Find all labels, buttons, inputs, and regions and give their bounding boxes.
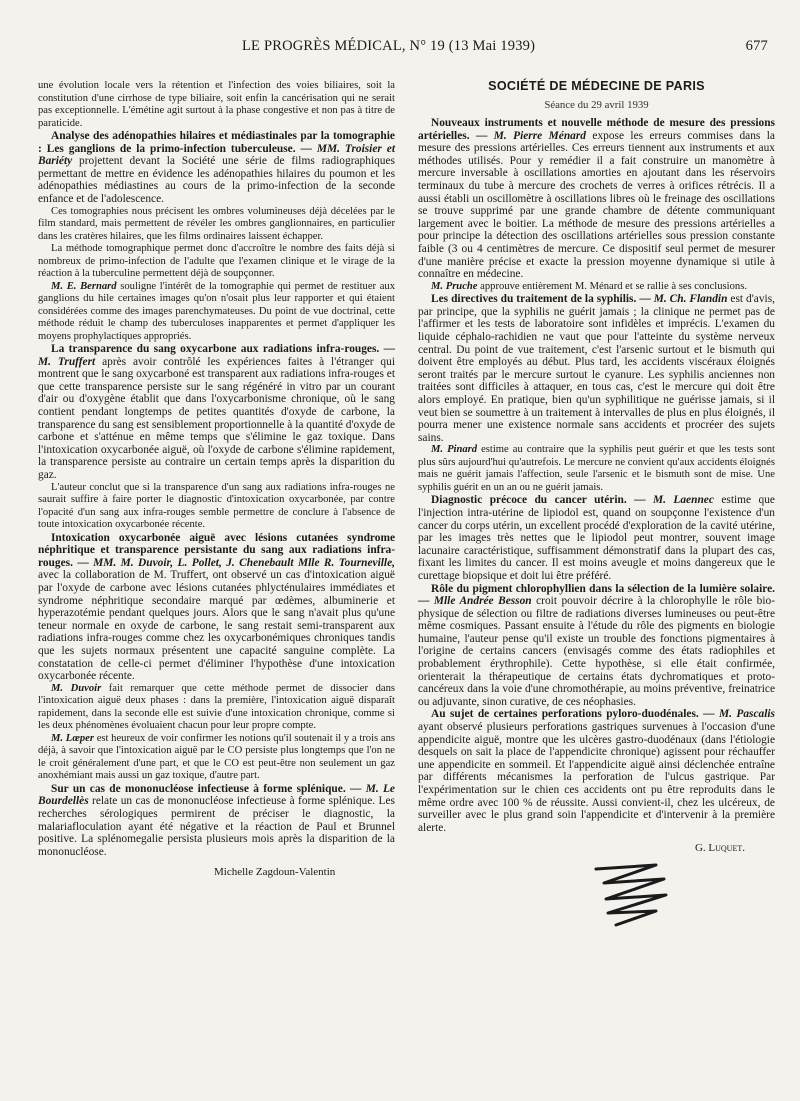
article-title: Rôle du pigment chlorophyllien dans la sélection de la lumière solaire. — [431, 582, 775, 595]
article-authors: M. Ch. Flandin — [653, 293, 728, 306]
article-heading: Nouveaux instruments et nouvelle méthode de mesure des pressions artérielles. — M. Pierre Ménard expose les erreurs commises dans la mesure des pressions artérielles. Ces erreurs tiennent aux instruments et aux méthodes utilisés. Pour y remédier il a fait construire un manomètre à mercure inversable à oscillations amorties en ajoutant dans les réservoirs terminaux du tube à mercure des crochets de verres à orifices rétrécis. Il a aussi établi un oscillomètre à oscillations libres où le freinage des oscillations se trouve supprimé par une grande chambre de détente communiquant largement avec le boitier. La méthode de mesure des pressions artérielles a pour principe la détection des oscillations artérielles sous pression constante faible (3 ou 4 centimètres de mercure. Ce dispositif seul permet de mesurer d'une manière précise et exacte la pression moyenne dynamique si utile à connaître en médecine. — [418, 117, 775, 281]
section-title: SOCIÉTÉ DE MÉDECINE DE PARIS — [488, 79, 705, 93]
article-title: Sur un cas de mononucléose infectieuse à forme splénique. — [51, 782, 346, 795]
handwritten-flourish-icon — [586, 861, 676, 931]
article-text: croit pouvoir décrire à la chlorophylle le rôle bio-physique de sélection ou filtre de radiations diverses lumineuses ou peut-être même cosmiques. Passant ensuite à l'étude du rôle des pigments en biologie humaine, l'auteur pense qu'il existe un trouble des fonctions pigmentaires à l'origine de certains cancers (envisagés comme des états radiophiles et probablement érythrophile). Cette hypothèse, si elle était confirmée, orienterait la thérapeutique de certains états dychromatiques et proto-cancéreux dans la voie d'une chromothérapie, au moins préventive, freinatrice ou adjuvante, sinon curative, de ces néophasies. — [418, 595, 775, 708]
article-heading: Les directives du traitement de la syphilis. — M. Ch. Flandin est d'avis, par principe, que la syphilis ne guérit jamais ; la clinique ne permet pas de l'affirmer et les tests de laboratoire sont infidèles et imprécis. L'examen du liquide céphalo-rachidien ne vaut que pour l'atteinte du système nerveux central. Du point de vue traitement, c'est l'arsenic surtout et le bismuth qui doivent être employés au début. Plus tard, les accidents viscéraux éloignés seront traités par le mercure surtout le cyanure. Les syphilis anciennes non traitées sont difficiles à attaquer, en tous cas, c'est le mercure qui doit être alors employé. En pratique, bien qu'un syphilitique ne guérisse jamais, si il veut bien se soumettre à un traitement à intervalles de plus en plus éloignés, il pourra mener une existence normale sans accidents et procréer des sujets sains. — [418, 293, 775, 444]
article-title: Intoxication oxycarbonée aiguë avec lésions cutanées syndrome néphritique et transparence persistante du sang aux radiations infra-rouges. — [38, 531, 395, 569]
article-title: La transparence du sang oxycarbone aux radiations infra-rouges. — [51, 343, 380, 356]
left-column — [38, 80, 395, 879]
article-paragraph: L'auteur conclut que si la transparence d'un sang aux radiations infra-rouges ne saurait suffire à faire porter le diagnostic d'intoxication oxycarbonée, par contre l'opacité d'un sang aux infra-rouges semble permettre de conclure à l'absence de toute intoxication oxycarbonée récente. — [38, 481, 395, 531]
speaker-name: M. Lœper — [51, 732, 95, 744]
article-text: avec la collaboration de M. Truffert, ont observé un cas d'intoxication aiguë par l'oxyde de carbone avec lésions cutanées phlycténulaires immédiates et syndrome néphritique secondaire marqué par œdèmes, albuminerie et hyperazotémie pendant quelques jours. Alors que le sang n'avait plus qu'une teneur normale en oxyde de carbone, le sang restait semi-transparent aux radiations infra-rouges comme chez les oxycarbonémiques chroniques tandis que les sujets normaux présentent une capacité sanguine complète. La constatation de celle-ci permet d'éliminer l'hypothèse d'une intoxication oxycarbonée récente. — [38, 569, 395, 683]
article-paragraph: La méthode tomographique permet donc d'accroître le nombre des faits déjà si nombreux de primo-infection de l'adulte que l'examen clinique et le virage de la réaction à la tuberculine permettent déjà de soupçonner. — [38, 243, 395, 280]
article-authors: M. Laennec — [652, 494, 714, 507]
article-paragraph — [38, 733, 395, 783]
article-heading: Rôle du pigment chlorophyllien dans la sélection de la lumière solaire. — Mlle Andrée Besson croit pouvoir décrire à la chlorophylle le rôle bio-physique de sélection ou filtre de radiations diverses lumineuses ou peut-être même cosmiques. Passant ensuite à l'étude du rôle des pigments en biologie humaine, l'auteur pense qu'il existe un trouble des fonctions pigmentaires à l'origine de certains cancers (envisagés comme des états radiophiles et probablement érythrophile). Cette hypothèse, si elle était confirmée, orienterait la thérapeutique de certains états dychromatiques et proto-cancéreux dans la voie d'une chromothérapie, au moins préventive, freinatrice ou adjuvante, sinon curative, de ces néophasies. — [418, 582, 775, 708]
article-title: Au sujet de certaines perforations pyloro-duodénales. — [431, 708, 699, 721]
article-text: est heureux de voir confirmer les notions qu'il soutenait il y a trois ans déjà, à savoir que l'intoxication aiguë par le CO persiste plus longtemps que l'on ne le croit généralement d'une part, et que le CO est peut-être non seulement un gaz anoxhémiant mais aussi un gaz toxique, d'autre part. — [38, 732, 395, 782]
article-title: Les directives du traitement de la syphilis. — [431, 293, 637, 306]
article-authors: M. Le Bourdellès — [38, 782, 395, 808]
article-text: fait remarquer que cette méthode permet de dissocier dans l'intoxication aiguë deux phases : dans la première, l'intoxication aiguë disparaît rapidement, dans la seconde elle est suivie d'une intoxication chronique, comme si les deux phénomènes évoluaient chacun pour leur propre compte. — [38, 682, 395, 732]
article-paragraph — [418, 281, 775, 294]
article-heading: Intoxication oxycarbonée aiguë avec lésions cutanées syndrome néphritique et transparence persistante du sang aux radiations infra-rouges. — MM. M. Duvoir, L. Pollet, J. Chenebault Mlle R. Tourneville, avec la collaboration de M. Truffert, ont observé un cas d'intoxication aiguë par l'oxyde de carbone avec lésions cutanées phlycténulaires immédiates et syndrome néphritique secondaire marqué par œdèmes, albuminerie et hyperazotémie pendant quelques jours. Alors que le sang n'avait plus qu'une teneur normale en oxyde de carbone, le sang restait semi-transparent aux radiations infra-rouges comme chez les oxycarbonémiques chroniques tandis que les sujets normaux présentent une capacité sanguine complète. La constatation de celle-ci permet d'éliminer l'hypothèse d'une intoxication oxycarbonée récente. — [38, 531, 395, 683]
article-authors: MM. M. Duvoir, L. Pollet, J. Chenebault Mlle R. Tourneville, — [93, 556, 395, 569]
article-authors: Mlle Andrée Besson — [433, 595, 532, 608]
running-title: LE PROGRÈS MÉDICAL, N° 19 (13 Mai 1939) — [242, 38, 536, 54]
article-paragraph — [418, 444, 775, 494]
article-text: projettent devant la Société une série de films radiographiques permettant de mettre en évidence les adénopathies hilaires du poumon et les adénopathies médiastines au cours de la primo-infection de la seconde enfance et de l'adolescence. — [38, 155, 395, 205]
article-text: ayant observé plusieurs perforations gastriques survenues à l'occasion d'une appendicite aiguë, montre que les ulcères gastro-duodénaux (dans l'étiologie desquels on sait la place de l'appendicite chronique) agissent pour réchauffer une appendicite en sommeil. Et l'appendicite aiguë ainsi déclenchée entraîne par différents mécanismes la perforation de l'ulcus gastrique. Par l'expérimentation sur le chien ces accidents ont pu être reproduits dans le même ordre avec 100 % de réussite. Aussi convient-il, chez les ulcéreux, de surveiller avec le plus grand soin l'appendicite et d'intervenir à la première alerte. — [418, 721, 775, 834]
article-paragraph — [38, 281, 395, 344]
article-text: expose les erreurs commises dans la mesure des pressions artérielles. Ces erreurs tiennent aux instruments et aux méthodes utilisés. Pour y remédier il a fait construire un manomètre à mercure inversable à oscillations amorties en ajoutant dans les réservoirs terminaux du tube à mercure des crochets de verres à orifices rétrécis. Il a aussi établi un oscillomètre à oscillations libres où le freinage des oscillations se trouve supprimé par une grande chambre de détente communiquant largement avec le boitier. La méthode de mesure des pressions artérielles a pour principe la détection des oscillations artérielles sous pression constante faible (3 ou 4 centimètres de mercure. Ce dispositif seul permet de mesurer d'une manière précise et exacte la pression moyenne dynamique si utile à connaître en médecine. — [418, 129, 775, 281]
speaker-name: M. E. Bernard — [51, 280, 117, 292]
article-heading: Diagnostic précoce du cancer utérin. — M. Laennec estime que l'injection intra-utérine de lipiodol est, quand on soupçonne l'existence d'un cancer du corps utérin, un excellent procédé d'exploration de la cavité utérine, par les images très nettes que le lipiodol peut montrer, souvent image lacunaire caractéristique, suffisamment démonstratif dans la plupart des cas, fixant les limites du cancer. Il est moins aveugle et moins dangereux que le curettage biopsique et doit lui être préféré. — [418, 494, 775, 582]
article-text: estime au contraire que la syphilis peut guérir et que les tests sont plus sûrs aujourd'hui qu'autrefois. Le mercure ne convient qu'aux accidents éloignés mais ne guérit jamais l'affection, seule l'arsenic et le bismuth sont de mise. Une syphilis guérit en un an ou ne guérit jamais. — [418, 444, 775, 493]
article-heading: Analyse des adénopathies hilaires et médiastinales par la tomographie : Les ganglions de la primo-infection tuberculeuse. — MM. Troisier et Bariéty projettent devant la Société une série de films radiographiques permettant de mettre en évidence les adénopathies hilaires du poumon et les adénopathies médiastines au cours de la primo-infection de la seconde enfance et de l'adolescence. — [38, 130, 395, 205]
session-date: Séance du 29 avril 1939 — [544, 98, 649, 111]
intro-paragraph: une évolution locale vers la rétention et l'infection des voies biliaires, soit la constitution d'une cirrhose de type biliaire, soit enfin la cancérisation qui ne serait pas exceptionnelle. L'émétine agit surtout à la phase congestive et non pas à titre de paraticide. — [38, 80, 395, 129]
article-text: estime que l'injection intra-utérine de lipiodol est, quand on soupçonne l'existence d'un cancer du corps utérin, un excellent procédé d'exploration de la cavité utérine, par les images très nettes que le lipiodol peut montrer, souvent image lacunaire caractéristique, suffisamment démonstratif dans la plupart des cas, fixant les limites du cancer. Il est moins aveugle et moins dangereux que le curettage biopsique et doit lui être préféré. — [418, 494, 775, 582]
article-heading: Sur un cas de mononucléose infectieuse à forme splénique. — M. Le Bourdellès relate un cas de mononucléose infectieuse à forme splénique. Les recherches sérologiques permirent de préciser le diagnostic, la malariafloculation ayant été négative et la réaction de Paul et Brunnel positive. La splénomegalie persista plusieurs mois après la disparition de la mononucléose. — [38, 782, 395, 858]
right-column — [418, 80, 775, 931]
article-title: Analyse des adénopathies hilaires et médiastinales par la tomographie : Les ganglions de la primo-infection tuberculeuse. — [38, 130, 395, 155]
speaker-name: M. Pruche — [431, 280, 478, 292]
article-text: souligne l'intérêt de la tomographie qui permet de restituer aux ganglions du hile certaines images qu'on n'osait plus leur rapporter et qui étaient considérées comme des images parenchymateuses. Du point de vue doctrinal, cette méthode réduit le champ des tuberculoses inapparentes et permet d'appliquer les moyens prophylactiques appropriés. — [38, 280, 395, 342]
speaker-name: M. Pinard — [431, 444, 478, 456]
article-title: Nouveaux instruments et nouvelle méthode de mesure des pressions artérielles. — [418, 117, 775, 142]
page-header — [30, 38, 768, 58]
article-text: relate un cas de mononucléose infectieuse à forme splénique. Les recherches sérologiques permirent de préciser le diagnostic, la malariafloculation ayant été négative et la réaction de Paul et Brunnel positive. La splénomegalie persista plusieurs mois après la disparition de la mononucléose. — [38, 795, 395, 858]
page-number: 677 — [745, 38, 768, 54]
article-title: Diagnostic précoce du cancer utérin. — [431, 494, 627, 507]
article-text: approuve entièrement M. Ménard et se rallie à ses conclusions. — [480, 280, 747, 292]
article-authors: M. Pascalis — [718, 708, 775, 721]
article-text: après avoir contrôlé les expériences faites à l'étranger qui montrent que le sang oxycarboné est transparent aux radiations infra-rouges et que cette transparence persiste sur le sang régénéré in vitro par un courant d'air ou d'oxygène établit que dans l'oxycarbonisme chronique, où le sang contient pendant longtemps de petites quantités d'oxyde de carbone, la transparence du sang est sensiblement proportionnelle à la quantité d'oxyde de carbone et s'atténue en même temps que s'élimine le gaz toxique. Dans l'intoxication oxycarbonée aiguë, où l'oxyde de carbone s'élimine rapidement, la transparence persiste au contraire un certain temps après la disparition du gaz. — [38, 355, 395, 481]
speaker-name: M. Duvoir — [51, 682, 102, 694]
article-authors: MM. Troisier et Bariéty — [38, 142, 395, 168]
article-paragraph: Ces tomographies nous précisent les ombres volumineuses déjà décelées par le film standard, mais permettent de révéler les ombres ganglionnaires, en particulier dans les cratères hilaires, que les films ordinaires laissent échapper. — [38, 205, 395, 242]
article-authors: M. Truffert — [38, 355, 96, 368]
author-signature: G. Luquet. — [694, 842, 745, 855]
article-paragraph — [38, 683, 395, 733]
author-signature: Michelle Zagdoun-Valentin — [214, 866, 336, 879]
article-heading: Au sujet de certaines perforations pyloro-duodénales. — M. Pascalis ayant observé plusieurs perforations gastriques survenues à l'occasion d'une appendicite aiguë, montre que les ulcères gastro-duodénaux (dans l'étiologie desquels on sait la place de l'appendicite chronique) agissent pour réchauffer une appendicite en sommeil. Et l'appendicite aiguë ainsi déclenchée entraîne par différents mécanismes la perforation de l'ulcus gastrique. Par l'expérimentation sur le chien ces accidents ont pu être reproduits dans le même ordre avec 100 % de réussite. Aussi convient-il, chez les ulcéreux, de surveiller avec le plus grand soin l'appendicite et d'intervenir à la première alerte. — [418, 708, 775, 834]
article-text: est d'avis, par principe, que la syphilis ne guérit jamais ; la clinique ne permet pas de l'affirmer et les tests de laboratoire sont infidèles et imprécis. L'examen du liquide céphalo-rachidien ne vaut que pour l'atteinte du système nerveux central. Du point de vue traitement, c'est l'arsenic surtout et le bismuth qui doivent être employés au début. Plus tard, les accidents viscéraux éloignés seront traités par le mercure surtout le cyanure. Les syphilis anciennes non traitées sont difficiles à attaquer, en tous cas, c'est le mercure qui doit être alors employé. En pratique, bien qu'un syphilitique ne guérisse jamais, si il veut bien se soumettre à un traitement à intervalles de plus en plus éloignés, il pourra mener une existence normale sans accidents et procréer des sujets sains. — [418, 293, 775, 444]
article-authors: M. Pierre Ménard — [493, 129, 586, 142]
article-heading: La transparence du sang oxycarbone aux radiations infra-rouges. — M. Truffert après avoir contrôlé les expériences faites à l'étranger qui montrent que le sang oxycarboné est transparent aux radiations infra-rouges et que cette transparence persiste sur le sang régénéré in vitro par un courant d'air ou d'oxygène établit que dans l'oxycarbonisme chronique, où le sang contient pendant longtemps de petites quantités d'oxyde de carbone, la transparence du sang est sensiblement proportionnelle à la quantité d'oxyde de carbone et s'atténue en même temps que s'élimine le gaz toxique. Dans l'intoxication oxycarbonée aiguë, où l'oxyde de carbone s'élimine rapidement, la transparence persiste au contraire un certain temps après la disparition du gaz. — [38, 343, 395, 481]
